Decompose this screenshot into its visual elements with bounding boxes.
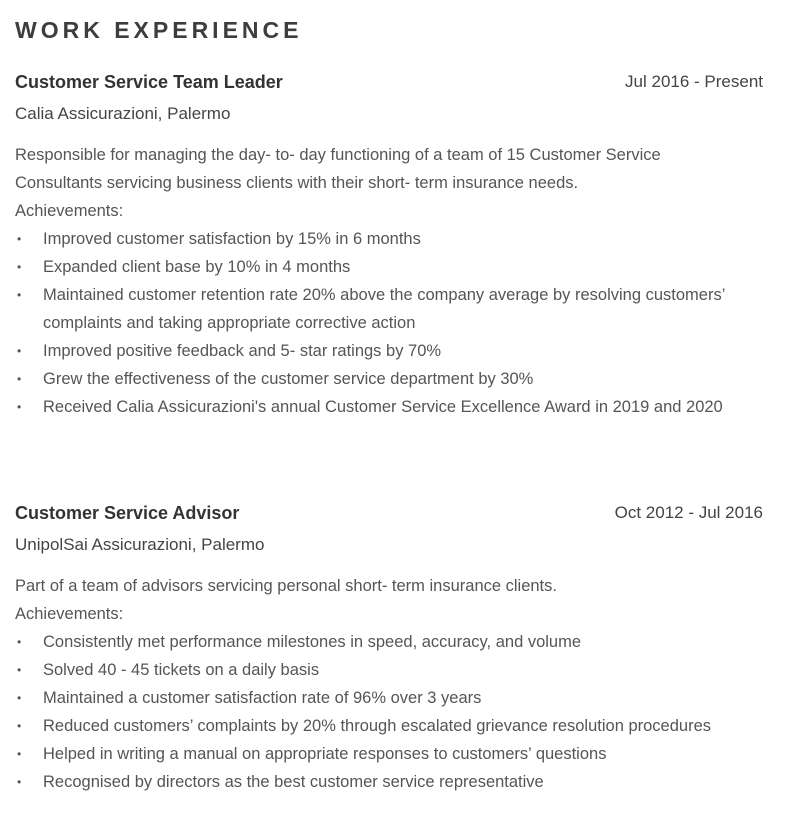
- job-description: [15, 572, 763, 796]
- bullet-icon: •: [17, 747, 22, 761]
- job-title: Customer Service Team Leader: [15, 72, 283, 92]
- list-item: [15, 225, 763, 253]
- section-title: WORK EXPERIENCE: [15, 17, 303, 43]
- achievement-text: Helped in writing a manual on appropriate responses to customers’ questions: [43, 745, 607, 763]
- achievement-text: Reduced customers’ complaints by 20% through escalated grievance resolution procedures: [43, 717, 712, 735]
- company-name: Calia Assicurazioni, Palermo: [15, 104, 231, 123]
- achievement-text: Consistently met performance milestones in speed, accuracy, and volume: [43, 633, 582, 651]
- list-item: [15, 712, 763, 740]
- achievement-text: Grew the effectiveness of the customer service department by 30%: [43, 370, 534, 388]
- list-item: [15, 393, 763, 421]
- job-dates: Oct 2012 - Jul 2016: [614, 503, 763, 522]
- achievement-text: Maintained a customer satisfaction rate of 96% over 3 years: [43, 689, 482, 707]
- achievement-text: Solved 40 - 45 tickets on a daily basis: [43, 661, 320, 679]
- list-item: [15, 684, 763, 712]
- bullet-icon: •: [17, 719, 22, 733]
- list-item: [15, 656, 763, 684]
- achievement-text: Improved positive feedback and 5- star ratings by 70%: [43, 342, 442, 360]
- bullet-icon: •: [17, 775, 22, 789]
- achievement-text: Expanded client base by 10% in 4 months: [43, 258, 351, 276]
- job-header: [15, 70, 763, 94]
- achievements-list: [15, 225, 763, 421]
- achievements-list: [15, 628, 763, 796]
- list-item: [15, 365, 763, 393]
- bullet-icon: •: [17, 260, 22, 274]
- job-dates: Jul 2016 - Present: [625, 72, 763, 91]
- achievement-text: Recognised by directors as the best customer service representative: [43, 773, 544, 791]
- description-line: Responsible for managing the day- to- day functioning of a team of 15 Customer Service: [15, 146, 661, 164]
- bullet-icon: •: [17, 400, 22, 414]
- bullet-icon: •: [17, 372, 22, 386]
- bullet-icon: •: [17, 344, 22, 358]
- job-entry: [15, 501, 763, 796]
- achievements-label: Achievements:: [15, 605, 124, 623]
- list-item: [15, 628, 763, 656]
- achievement-text: Improved customer satisfaction by 15% in 6 months: [43, 230, 421, 248]
- list-item: [15, 740, 763, 768]
- company-name: UnipolSai Assicurazioni, Palermo: [15, 535, 265, 554]
- achievement-text: Received Calia Assicurazioni's annual Customer Service Excellence Award in 2019 and 2020: [43, 398, 723, 416]
- achievement-text: Maintained customer retention rate 20% above the company average by resolving customers’ complaints and taking appropriate corrective action: [43, 286, 725, 332]
- bullet-icon: •: [17, 691, 22, 705]
- list-item: [15, 768, 763, 796]
- bullet-icon: •: [17, 635, 22, 649]
- job-entry: [15, 70, 763, 421]
- bullet-icon: •: [17, 232, 22, 246]
- job-description: [15, 141, 763, 421]
- description-line: Part of a team of advisors servicing personal short- term insurance clients.: [15, 577, 557, 595]
- achievements-label: Achievements:: [15, 202, 124, 220]
- job-title: Customer Service Advisor: [15, 503, 240, 523]
- description-line: Consultants servicing business clients with their short- term insurance needs.: [15, 174, 579, 192]
- bullet-icon: •: [17, 663, 22, 677]
- job-header: [15, 501, 763, 525]
- list-item: [15, 281, 763, 337]
- list-item: [15, 253, 763, 281]
- bullet-icon: •: [17, 288, 22, 302]
- list-item: [15, 337, 763, 365]
